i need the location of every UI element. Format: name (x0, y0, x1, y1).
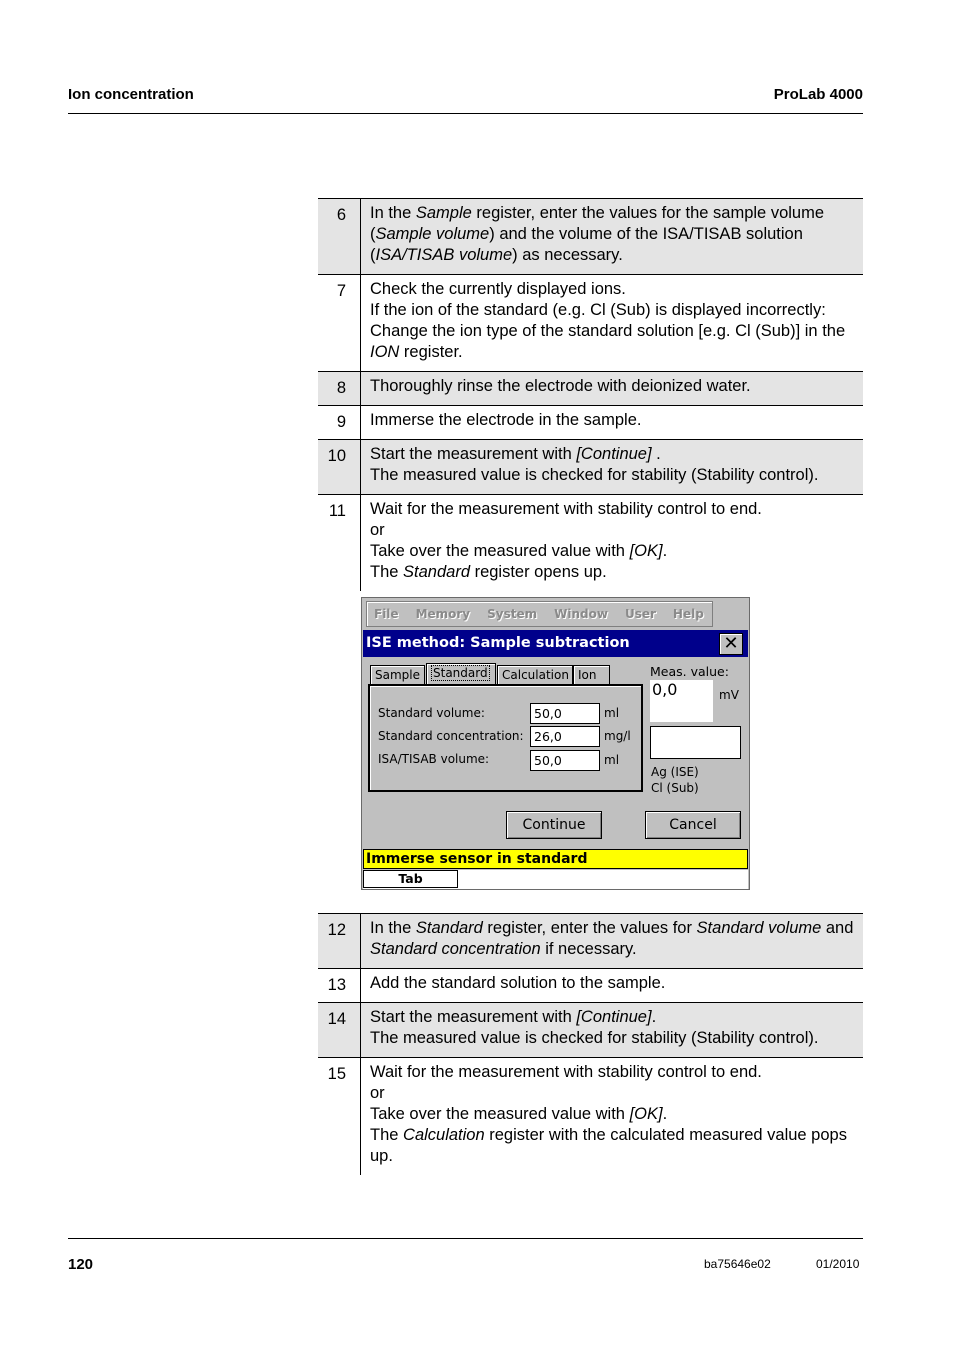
standard-volume-unit: ml (604, 706, 620, 720)
menu-user[interactable]: User (624, 607, 656, 621)
dialog-title-bar (363, 630, 748, 657)
menu-system[interactable]: System (487, 607, 538, 621)
step-number: 14 (318, 1003, 361, 1057)
menu-window[interactable]: Window (554, 607, 608, 621)
cancel-button[interactable]: Cancel (645, 811, 741, 839)
tab-calculation[interactable]: Calculation (497, 665, 573, 684)
device-screenshot (361, 597, 750, 890)
close-icon[interactable]: ✕ (719, 633, 743, 655)
standard-concentration-unit: mg/l (604, 729, 631, 743)
standard-volume-field[interactable]: 50,0 (530, 703, 600, 724)
step-text: In the Sample register, enter the values for the sample volume (Sample volume) and the volume of the ISA/TISAB solution (ISA/TISAB volume) as necessary. (370, 204, 825, 264)
step-text: Start the measurement with [Continue]. The measured value is checked for stability (Stability control). (370, 1008, 819, 1047)
standard-volume-label: Standard volume: (378, 706, 485, 720)
stability-indicator-box (650, 726, 741, 759)
menu-bar (366, 601, 713, 627)
step-row (318, 913, 863, 968)
isa-tisab-volume-field[interactable]: 50,0 (530, 750, 600, 771)
step-text: Wait for the measurement with stability control to end. or Take over the measured value with [OK]. The Standard register opens up. (370, 500, 762, 581)
step-number: 11 (318, 495, 361, 591)
meas-value-unit: mV (719, 688, 739, 702)
tab-sample[interactable]: Sample (370, 665, 425, 684)
footer-rule (68, 1238, 863, 1239)
step-row (318, 405, 863, 439)
running-header-product: ProLab 4000 (773, 86, 863, 103)
step-row (318, 439, 863, 494)
page-number: 120 (68, 1256, 94, 1273)
step-number: 12 (318, 914, 361, 968)
step-text: Wait for the measurement with stability control to end. or Take over the measured value with [OK]. The Calculation register with the calculated measured value pops up. (370, 1063, 847, 1165)
step-number: 13 (318, 969, 361, 1002)
steps-table-bottom (318, 913, 863, 1175)
step-number: 7 (318, 275, 361, 371)
step-text: Add the standard solution to the sample. (370, 974, 666, 992)
isa-tisab-volume-unit: ml (604, 753, 620, 767)
standard-concentration-field[interactable]: 26,0 (530, 726, 600, 747)
ion-info (651, 764, 699, 796)
step-text: Thoroughly rinse the electrode with deionized water. (370, 377, 751, 395)
step-row (318, 494, 863, 591)
meas-value-display: 0,0 (650, 680, 713, 722)
step-number: 9 (318, 406, 361, 439)
step-text: Start the measurement with [Continue] . The measured value is checked for stability (Stability control). (370, 445, 819, 484)
step-row (318, 274, 863, 371)
tab-ion[interactable]: Ion (573, 665, 610, 684)
step-text: Immerse the electrode in the sample. (370, 411, 642, 429)
step-row (318, 1002, 863, 1057)
step-row (318, 198, 863, 274)
header-rule (68, 113, 863, 114)
step-row (318, 1057, 863, 1175)
menu-help[interactable]: Help (672, 607, 704, 621)
standard-concentration-label: Standard concentration: (378, 729, 524, 743)
standard-panel (368, 684, 643, 792)
step-row (318, 968, 863, 1002)
step-text: Check the currently displayed ions. If the ion of the standard (e.g. Cl (Sub) is displayed incorrectly: Change the ion type of the standard solution [e.g. Cl (Sub)] in the ION register. (370, 280, 846, 361)
step-number: 6 (318, 199, 361, 274)
dialog-title: ISE method: Sample subtraction (366, 635, 630, 651)
document-id: ba75646e02 (704, 1257, 771, 1271)
step-number: 15 (318, 1058, 361, 1175)
step-number: 10 (318, 440, 361, 494)
step-row (318, 371, 863, 405)
menu-file[interactable]: File (374, 607, 399, 621)
tab-key-button[interactable]: Tab (363, 870, 458, 888)
document-date: 01/2010 (816, 1257, 860, 1271)
step-text: In the Standard register, enter the values for Standard volume and Standard concentration if necessary. (370, 919, 854, 958)
menu-memory[interactable]: Memory (415, 607, 471, 621)
tab-standard[interactable]: Standard (426, 663, 496, 685)
ion-ise: Ag (ISE) (651, 765, 699, 779)
ion-sub: Cl (Sub) (651, 781, 699, 795)
running-header-section: Ion concentration (68, 86, 194, 103)
status-message: Immerse sensor in standard (363, 849, 748, 869)
step-number: 8 (318, 372, 361, 405)
meas-value-label: Meas. value: (650, 664, 729, 679)
steps-table-top (318, 198, 863, 591)
continue-button[interactable]: Continue (506, 811, 602, 839)
isa-tisab-volume-label: ISA/TISAB volume: (378, 752, 490, 766)
